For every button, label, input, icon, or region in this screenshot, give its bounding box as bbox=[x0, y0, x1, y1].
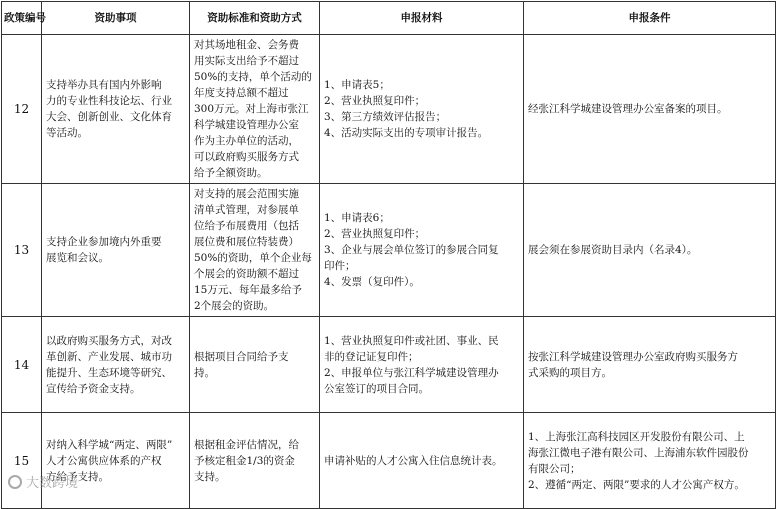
header-funding-item: 资助事项 bbox=[42, 2, 190, 35]
cell-policy-id: 13 bbox=[2, 184, 42, 317]
cell-text-line: 公室签订的项目合同。 bbox=[324, 382, 429, 395]
cell-text-line: 3、第三方绩效评估报告； bbox=[324, 111, 447, 123]
table-row bbox=[2, 184, 776, 317]
header-funding-standard: 资助标准和资助方式 bbox=[190, 2, 320, 35]
cell-text-line: 有限公司； bbox=[528, 462, 581, 475]
table-row bbox=[2, 35, 776, 184]
cell-materials bbox=[320, 413, 524, 509]
cell-text-line: 1、营业执照复印件或社团、事业、民 bbox=[324, 334, 499, 347]
cell-text-line: 人才公寓供应体系的产权 bbox=[46, 454, 162, 467]
cell-text-line: 2、申报单位与张江科学城建设管理办 bbox=[324, 366, 499, 379]
cell-text-line: 予核定租金1/3的资金 bbox=[194, 454, 295, 467]
cell-policy-id: 15 bbox=[2, 413, 42, 509]
cell-funding-standard bbox=[190, 35, 320, 184]
cell-text-line: 位给予布展费用（包括 bbox=[194, 220, 299, 232]
watermark bbox=[8, 472, 78, 491]
cell-text-line: 印件； bbox=[324, 260, 356, 272]
cell-text-line: 个展会的资助额不超过 bbox=[194, 268, 299, 280]
cell-text-line: 对其场地租金、会务费 bbox=[194, 39, 299, 51]
table-row bbox=[2, 317, 776, 413]
cell-text-line: 展览和会议。 bbox=[46, 252, 109, 264]
header-text: 政策编号 bbox=[4, 12, 46, 24]
cell-text-line: 清单式管理，对参展单 bbox=[194, 204, 299, 216]
cell-text-line: 4、发票（复印件）。 bbox=[324, 276, 420, 288]
cell-text-line: 3、企业与展会单位签订的参展合同复 bbox=[324, 244, 499, 256]
cell-funding-item bbox=[42, 317, 190, 413]
cell-text-line: 1、申请表6； bbox=[324, 212, 390, 224]
cell-text-line: 科学城建设管理办公室 bbox=[194, 119, 299, 131]
cell-policy-id: 14 bbox=[2, 317, 42, 413]
cell-text-line: 可以政府购买服务方式 bbox=[194, 151, 299, 163]
cell-text-line: 2、营业执照复印件； bbox=[324, 95, 426, 107]
cell-text-line: 式采购的项目方。 bbox=[528, 366, 612, 379]
cell-funding-standard bbox=[190, 317, 320, 413]
cell-text-line: 对纳入科学城“两定、两限” bbox=[46, 438, 173, 451]
cell-text-line: 力的专业性科技论坛、行业 bbox=[46, 95, 172, 107]
cell-text-line: 1、申请表5； bbox=[324, 79, 390, 91]
cell-funding-item bbox=[42, 35, 190, 184]
cell-funding-item bbox=[42, 184, 190, 317]
policy-table bbox=[1, 1, 776, 509]
table-row bbox=[2, 413, 776, 509]
cell-text-line: 能提升、生态环境等研究、 bbox=[46, 366, 172, 379]
cell-text-line: 大会、创新创业、文化体育 bbox=[46, 111, 172, 123]
cell-policy-id: 12 bbox=[2, 35, 42, 184]
cell-materials bbox=[320, 35, 524, 184]
cell-text-line: 对支持的展会范围实施 bbox=[194, 188, 299, 200]
cell-text-line: 给予全额资助。 bbox=[194, 167, 268, 179]
header-policy-id bbox=[2, 2, 46, 35]
cell-text-line: 等活动。 bbox=[46, 127, 88, 139]
cell-text-line: 50%的资助，单个企业每 bbox=[194, 252, 312, 264]
cell-text-line: 展会须在参展资助目录内（名录4）。 bbox=[528, 244, 698, 256]
cell-materials bbox=[320, 184, 524, 317]
cell-text-line: 支持。 bbox=[194, 470, 226, 483]
cell-text-line: 方给予支持。 bbox=[46, 470, 109, 483]
cell-text-line: 宣传给予资金支持。 bbox=[46, 382, 141, 395]
cell-conditions bbox=[524, 317, 776, 413]
cell-text-line: 2、营业执照复印件； bbox=[324, 228, 426, 240]
cell-funding-standard bbox=[190, 413, 320, 509]
header-conditions: 申报条件 bbox=[524, 2, 776, 35]
header-materials: 申报材料 bbox=[320, 2, 524, 35]
cell-conditions bbox=[524, 413, 776, 509]
cell-text-line: 以政府购买服务方式，对改 bbox=[46, 334, 172, 347]
logo-circle-icon bbox=[8, 475, 22, 489]
cell-text-line: 按张江科学城建设管理办公室政府购买服务方 bbox=[528, 350, 738, 363]
cell-text-line: 支持企业参加境内外重要 bbox=[46, 236, 162, 248]
cell-text-line: 年度支持总额不超过 bbox=[194, 87, 289, 99]
cell-text-line: 300万元。对上海市张江 bbox=[194, 103, 309, 115]
cell-text-line: 1、上海张江高科技园区开发股份有限公司、上 bbox=[528, 430, 745, 443]
cell-conditions bbox=[524, 35, 776, 184]
cell-text-line: 持。 bbox=[194, 366, 215, 379]
cell-text-line: 申请补贴的人才公寓入住信息统计表。 bbox=[324, 454, 503, 467]
cell-text-line: 4、活动实际支出的专项审计报告。 bbox=[324, 127, 489, 139]
header-row bbox=[2, 2, 776, 35]
cell-text-line: 根据项目合同给予支 bbox=[194, 350, 289, 363]
cell-materials bbox=[320, 317, 524, 413]
cell-text-line: 根据租金评估情况，给 bbox=[194, 438, 299, 451]
cell-funding-standard bbox=[190, 184, 320, 317]
cell-text-line: 15万元、每年最多给予 bbox=[194, 284, 302, 296]
cell-text-line: 展位费和展位特装费） bbox=[194, 236, 299, 248]
cell-text-line: 海张江微电子港有限公司、上海浦东软件园股份 bbox=[528, 446, 749, 459]
cell-text-line: 用实际支出给予不超过 bbox=[194, 55, 299, 67]
cell-text-line: 经张江科学城建设管理办公室备案的项目。 bbox=[528, 103, 728, 115]
cell-text-line: 作为主办单位的活动， bbox=[194, 135, 299, 147]
cell-text-line: 非的登记证复印件； bbox=[324, 350, 419, 363]
cell-text-line: 支持举办具有国内外影响 bbox=[46, 79, 162, 91]
cell-funding-item bbox=[42, 413, 190, 509]
cell-text-line: 2个展会的资助。 bbox=[194, 300, 275, 312]
cell-text-line: 革创新、产业发展、城市功 bbox=[46, 350, 172, 363]
cell-conditions bbox=[524, 184, 776, 317]
cell-text-line: 50%的支持，单个活动的 bbox=[194, 71, 312, 83]
watermark-text: 大数跨境 bbox=[26, 476, 79, 491]
cell-text-line: 2、遵循“两定、两限”要求的人才公寓产权方。 bbox=[528, 478, 745, 491]
